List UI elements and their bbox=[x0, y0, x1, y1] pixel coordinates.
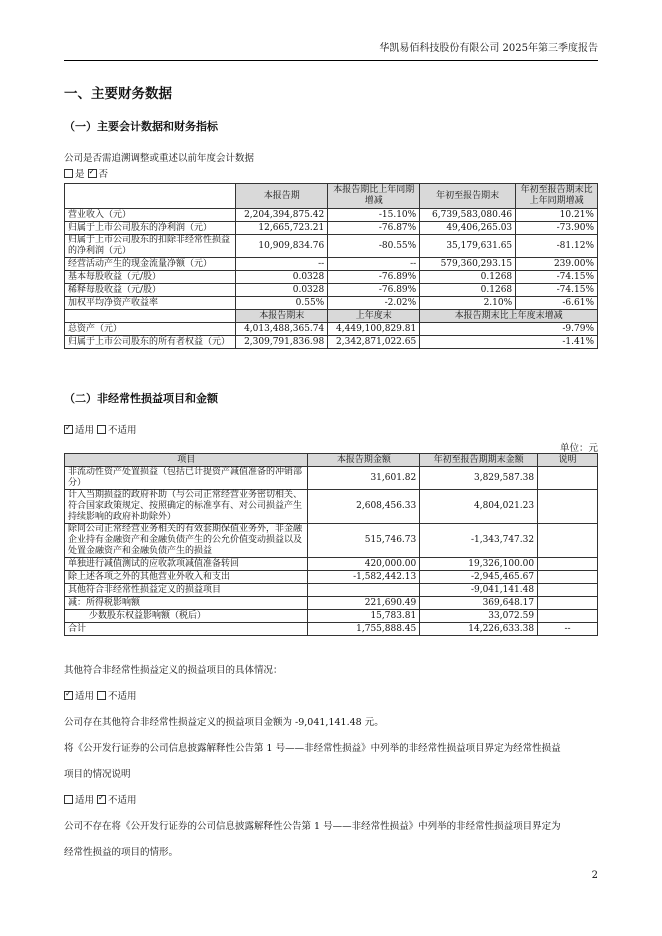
value-cell: 14,226,633.38 bbox=[420, 623, 538, 636]
value-cell: 2,342,871,022.65 bbox=[328, 336, 420, 349]
value-cell: 10,909,834.76 bbox=[236, 235, 328, 258]
applicable-options-2 bbox=[64, 688, 137, 702]
table-row bbox=[65, 323, 598, 336]
value-cell: 10.21% bbox=[516, 209, 598, 222]
value-cell: -6.61% bbox=[516, 297, 598, 310]
header-cell: 本报告期比上年同期增减 bbox=[328, 184, 420, 209]
value-cell: 3,829,587.38 bbox=[420, 467, 538, 490]
value-cell: 2,204,394,875.42 bbox=[236, 209, 328, 222]
page-number: 2 bbox=[591, 870, 598, 881]
section-title-accounting-data: （一）主要会计数据和财务指标 bbox=[64, 120, 218, 133]
checkbox-applicable-3[interactable] bbox=[64, 795, 73, 804]
value-cell: 4,804,021.23 bbox=[420, 490, 538, 524]
table-row bbox=[65, 297, 598, 310]
header-cell: 本报告期 bbox=[236, 184, 328, 209]
value-cell: -2.02% bbox=[328, 297, 420, 310]
applicable-label: 适用 bbox=[75, 425, 95, 436]
table-row bbox=[65, 558, 598, 571]
defined-text-2: 项目的情况说明 bbox=[64, 769, 131, 780]
not-applicable-label-3: 不适用 bbox=[108, 795, 137, 806]
value-cell bbox=[538, 558, 598, 571]
value-cell: 0.0328 bbox=[236, 271, 328, 284]
value-cell: -74.15% bbox=[516, 284, 598, 297]
value-cell: 2.10% bbox=[420, 297, 516, 310]
restatement-options bbox=[64, 166, 108, 180]
table-row bbox=[65, 623, 598, 636]
value-cell: -9,041,141.48 bbox=[420, 584, 538, 597]
table-row bbox=[65, 258, 598, 271]
applicable-label-3: 适用 bbox=[75, 795, 95, 806]
value-cell bbox=[538, 467, 598, 490]
value-cell: -1.41% bbox=[420, 336, 598, 349]
table-row bbox=[65, 571, 598, 584]
value-cell: 31,601.82 bbox=[308, 467, 420, 490]
row-label: 营业收入（元） bbox=[65, 209, 236, 222]
value-cell bbox=[538, 610, 598, 623]
option-no-label: 否 bbox=[98, 169, 109, 180]
checkbox-applicable[interactable] bbox=[64, 425, 73, 434]
applicable-options-1 bbox=[64, 422, 137, 436]
row-label: 归属于上市公司股东的净利润（元） bbox=[65, 222, 236, 235]
value-cell: 15,783.81 bbox=[308, 610, 420, 623]
header-cell: 年初至报告期末 bbox=[420, 184, 516, 209]
value-cell: -1,343,747.32 bbox=[420, 524, 538, 558]
final-text-2: 经常性损益的项目的情形。 bbox=[64, 847, 179, 858]
value-cell: 2,309,791,836.98 bbox=[236, 336, 328, 349]
row-label: 加权平均净资产收益率 bbox=[65, 297, 236, 310]
row-label: 单独进行减值测试的应收款项减值准备转回 bbox=[65, 558, 308, 571]
defined-text: 将《公开发行证券的公司信息披露解释性公告第 1 号——非经常性损益》中列举的非经常性损益项目界定为经常性损益 bbox=[64, 743, 561, 754]
value-cell: 6,739,583,080.46 bbox=[420, 209, 516, 222]
value-cell: 4,449,100,829.81 bbox=[328, 323, 420, 336]
restatement-question: 公司是否需追溯调整或重述以前年度会计数据 bbox=[64, 153, 255, 164]
section-title-main-financial-data: 一、主要财务数据 bbox=[64, 86, 172, 102]
value-cell: 515,746.73 bbox=[308, 524, 420, 558]
row-label: 总资产（元） bbox=[65, 323, 236, 336]
table-row bbox=[65, 336, 598, 349]
header-cell: 本报告期末 bbox=[236, 310, 328, 323]
row-label: 稀释每股收益（元/股） bbox=[65, 284, 236, 297]
header-cell: 年初至报告期期末金额 bbox=[420, 454, 538, 467]
row-label: 少数股东权益影响额（税后） bbox=[65, 610, 308, 623]
applicable-label-2: 适用 bbox=[75, 691, 95, 702]
running-header: 华凯易佰科技股份有限公司 2025年第三季度报告 bbox=[64, 40, 598, 61]
value-cell: 49,406,265.03 bbox=[420, 222, 516, 235]
header-cell: 本报告期末比上年度末增减 bbox=[420, 310, 598, 323]
value-cell: 420,000.00 bbox=[308, 558, 420, 571]
value-cell: -- bbox=[236, 258, 328, 271]
checkbox-not-applicable-3[interactable] bbox=[97, 795, 106, 804]
value-cell: 4,013,488,365.74 bbox=[236, 323, 328, 336]
value-cell: -81.12% bbox=[516, 235, 598, 258]
value-cell: 33,072.59 bbox=[420, 610, 538, 623]
row-label: 合计 bbox=[65, 623, 308, 636]
value-cell: 0.55% bbox=[236, 297, 328, 310]
non-recurring-table bbox=[64, 453, 598, 636]
row-label: 非流动性资产处置损益（包括已计提资产减值准备的冲销部分） bbox=[65, 467, 308, 490]
row-label: 除同公司正常经营业务相关的有效套期保值业务外，非金融企业持有金融资产和金融负债产生的公允价值变动损益以及处置金融资产和金融负债产生的损益 bbox=[65, 524, 308, 558]
table-row bbox=[65, 222, 598, 235]
value-cell: 0.1268 bbox=[420, 271, 516, 284]
value-cell: -- bbox=[328, 258, 420, 271]
header-cell: 上年度末 bbox=[328, 310, 420, 323]
table-row bbox=[65, 490, 598, 524]
value-cell: 239.00% bbox=[516, 258, 598, 271]
value-cell: -1,582,442.13 bbox=[308, 571, 420, 584]
row-label: 计入当期损益的政府补助（与公司正常经营业务密切相关、符合国家政策规定、按照确定的标准享有、对公司损益产生持续影响的政府补助除外） bbox=[65, 490, 308, 524]
other-items-text: 公司存在其他符合非经常性损益定义的损益项目金额为 -9,041,141.48 元。 bbox=[64, 717, 384, 728]
table-row bbox=[65, 610, 598, 623]
table-header-row bbox=[65, 184, 598, 209]
row-label: 归属于上市公司股东的所有者权益（元） bbox=[65, 336, 236, 349]
final-text: 公司不存在将《公开发行证券的公司信息披露解释性公告第 1 号——非经常性损益》中列举的非经常性损益项目界定为 bbox=[64, 821, 561, 832]
row-label: 减：所得税影响额 bbox=[65, 597, 308, 610]
value-cell: -76.89% bbox=[328, 271, 420, 284]
value-cell bbox=[308, 584, 420, 597]
value-cell: 0.1268 bbox=[420, 284, 516, 297]
header-cell: 说明 bbox=[538, 454, 598, 467]
not-applicable-label: 不适用 bbox=[108, 425, 137, 436]
checkbox-yes[interactable] bbox=[64, 169, 73, 178]
table-row bbox=[65, 271, 598, 284]
table-row bbox=[65, 235, 598, 258]
value-cell bbox=[538, 571, 598, 584]
value-cell: 0.0328 bbox=[236, 284, 328, 297]
row-label: 归属于上市公司股东的扣除非经常性损益的净利润（元） bbox=[65, 235, 236, 258]
value-cell: -73.90% bbox=[516, 222, 598, 235]
unit-label: 单位：元 bbox=[559, 443, 598, 454]
value-cell bbox=[538, 490, 598, 524]
checkbox-no[interactable] bbox=[88, 169, 97, 178]
header-cell bbox=[65, 184, 236, 209]
value-cell bbox=[538, 524, 598, 558]
value-cell: 579,360,293.15 bbox=[420, 258, 516, 271]
table-row bbox=[65, 584, 598, 597]
section-title-non-recurring: （二）非经常性损益项目和金额 bbox=[64, 392, 218, 405]
row-label: 经营活动产生的现金流量净额（元） bbox=[65, 258, 236, 271]
table-row bbox=[65, 284, 598, 297]
header-cell: 年初至报告期末比上年同期增减 bbox=[516, 184, 598, 209]
value-cell: -2,945,465.67 bbox=[420, 571, 538, 584]
value-cell: -- bbox=[538, 623, 598, 636]
value-cell: 12,665,723.21 bbox=[236, 222, 328, 235]
value-cell: -74.15% bbox=[516, 271, 598, 284]
value-cell: 221,690.49 bbox=[308, 597, 420, 610]
value-cell: 2,608,456.33 bbox=[308, 490, 420, 524]
table-header-row bbox=[65, 310, 598, 323]
row-label: 除上述各项之外的其他营业外收入和支出 bbox=[65, 571, 308, 584]
option-yes-label: 是 bbox=[75, 169, 85, 180]
other-items-title: 其他符合非经常性损益定义的损益项目的具体情况： bbox=[64, 665, 283, 676]
not-applicable-label-2: 不适用 bbox=[108, 691, 137, 702]
value-cell: -9.79% bbox=[420, 323, 598, 336]
value-cell: -76.89% bbox=[328, 284, 420, 297]
value-cell: -80.55% bbox=[328, 235, 420, 258]
checkbox-not-applicable-2[interactable] bbox=[97, 691, 106, 700]
row-label: 基本每股收益（元/股） bbox=[65, 271, 236, 284]
value-cell: -15.10% bbox=[328, 209, 420, 222]
table-row bbox=[65, 524, 598, 558]
applicable-options-3 bbox=[64, 792, 137, 806]
value-cell: 19,326,100.00 bbox=[420, 558, 538, 571]
value-cell bbox=[538, 584, 598, 597]
checkbox-applicable-2[interactable] bbox=[64, 691, 73, 700]
table-header-row bbox=[65, 454, 598, 467]
value-cell: -76.87% bbox=[328, 222, 420, 235]
header-cell: 本报告期金额 bbox=[308, 454, 420, 467]
row-label: 其他符合非经常性损益定义的损益项目 bbox=[65, 584, 308, 597]
header-cell: 项目 bbox=[65, 454, 308, 467]
table-row bbox=[65, 597, 598, 610]
value-cell: 369,648.17 bbox=[420, 597, 538, 610]
table-row bbox=[65, 209, 598, 222]
main-accounting-data-table bbox=[64, 183, 598, 349]
value-cell bbox=[538, 597, 598, 610]
header-cell bbox=[65, 310, 236, 323]
value-cell: 35,179,631.65 bbox=[420, 235, 516, 258]
value-cell: 1,755,888.45 bbox=[308, 623, 420, 636]
checkbox-not-applicable[interactable] bbox=[97, 425, 106, 434]
table-row bbox=[65, 467, 598, 490]
